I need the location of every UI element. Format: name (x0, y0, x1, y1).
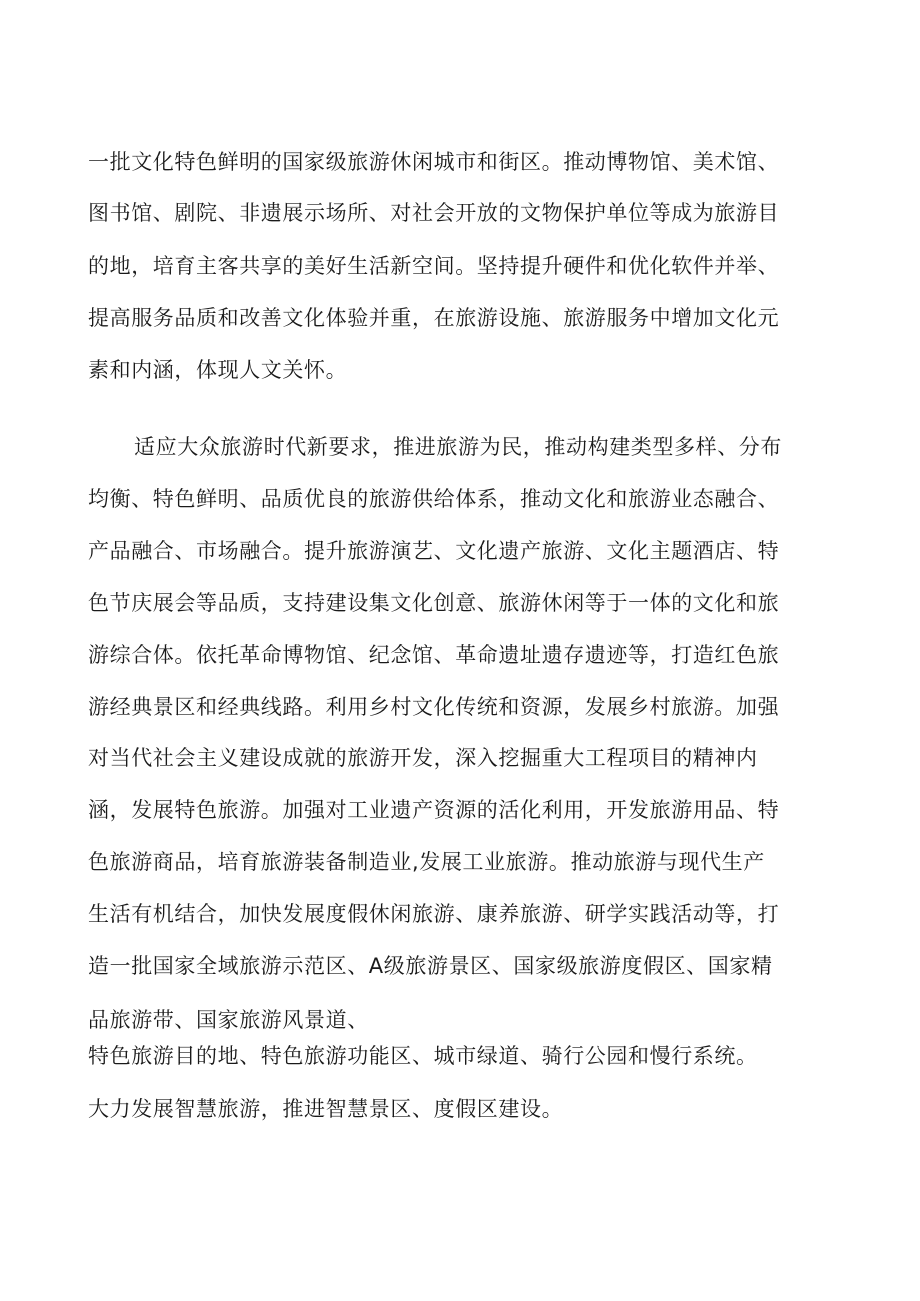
text-line-6: 适应大众旅游时代新要求，推进旅游为民，推动构建类型多样、分布 (134, 435, 782, 459)
text-line-11: 游经典景区和经典线路。利用乡村文化传统和资源，发展乡村旅游。加强 (88, 695, 780, 719)
text-line-14: 色旅游商品，培育旅游装备制造业,发展工业旅游。推动旅游与现代生产 (88, 850, 765, 874)
text-line-10: 游综合体。依托革命博物馆、纪念馆、革命遗址遗存遗迹等，打造红色旅 (88, 643, 780, 667)
text-line-9: 色节庆展会等品质，支持建设集文化创意、旅游休闲等于一体的文化和旅 (88, 591, 780, 615)
text-line-19: 大力发展智慧旅游，推进智慧景区、度假区建设。 (88, 1097, 564, 1121)
text-line-5: 素和内涵，体现人文关怀。 (88, 358, 348, 382)
text-line-2: 图书馆、剧院、非遗展示场所、对社会开放的文物保护单位等成为旅游目 (88, 201, 780, 225)
text-line-4: 提高服务品质和改善文化体验并重，在旅游设施、旅游服务中增加文化元 (88, 306, 780, 330)
text-line-3: 的地，培育主客共享的美好生活新空间。坚持提升硬件和优化软件并举、 (88, 254, 780, 278)
text-line-17: 品旅游带、国家旅游风景道、 (88, 1008, 369, 1032)
text-line-1: 一批文化特色鲜明的国家级旅游休闲城市和街区。推动博物馆、美术馆、 (88, 150, 780, 174)
text-line-16: 造一批国家全域旅游示范区、A级旅游景区、国家级旅游度假区、国家精 (88, 954, 773, 978)
text-line-12: 对当代社会主义建设成就的旅游开发，深入挖掘重大工程项目的精神内 (88, 746, 758, 770)
text-line-18: 特色旅游目的地、特色旅游功能区、城市绿道、骑行公园和慢行系统。 (88, 1044, 758, 1068)
text-line-8: 产品融合、市场融合。提升旅游演艺、文化遗产旅游、文化主题酒店、特 (88, 539, 780, 563)
text-line-7: 均衡、特色鲜明、品质优良的旅游供给体系，推动文化和旅游业态融合、 (88, 487, 780, 511)
text-line-15: 生活有机结合，加快发展度假休闲旅游、康养旅游、研学实践活动等，打 (88, 902, 780, 926)
text-line-13: 涵，发展特色旅游。加强对工业遗产资源的活化利用，开发旅游用品、特 (88, 798, 780, 822)
